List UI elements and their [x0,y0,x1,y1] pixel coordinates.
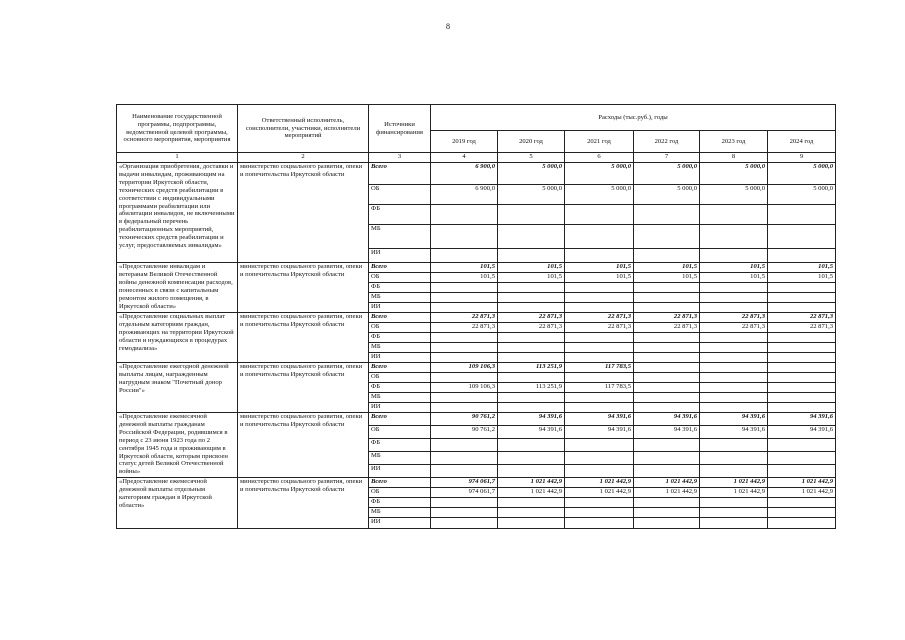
header-year: 2023 год [700,131,768,153]
expense-value [634,373,700,383]
expense-value [700,465,768,478]
expense-value: 5 000,0 [700,185,768,205]
expense-value [768,439,836,452]
expense-value [634,508,700,518]
expense-value [700,373,768,383]
expense-value [431,518,498,529]
expense-value [565,498,634,508]
expense-value: 90 761,2 [431,413,498,426]
expense-value [700,518,768,529]
expense-value: 5 000,0 [700,163,768,185]
expense-value [634,205,700,225]
program-name: «Предоставление ежемесячной денежной выплаты отдельным категориям граждан в Иркутской области» [117,478,238,529]
expense-value [498,518,565,529]
expense-value [498,508,565,518]
expense-value: 974 061,7 [431,478,498,488]
expense-value [634,452,700,465]
expense-value [565,393,634,403]
expense-value [498,283,565,293]
expense-value [565,452,634,465]
expense-value: 1 021 442,9 [768,478,836,488]
responsible-executor: министерство социального развития, опеки и попечительства Иркутской области [238,163,369,263]
expense-value [565,293,634,303]
page-number: 8 [446,22,450,31]
expense-value [498,249,565,263]
expense-value [634,363,700,373]
expense-value: 101,5 [431,273,498,283]
expense-value: 117 783,5 [565,383,634,393]
table-row [117,478,836,488]
expense-value: 101,5 [768,273,836,283]
expense-value [768,333,836,343]
expense-value [634,293,700,303]
funding-source: ОБ [369,323,431,333]
expense-value [565,205,634,225]
expense-value: 113 251,9 [498,383,565,393]
expense-value [565,518,634,529]
expense-value [700,452,768,465]
header-responsible: Ответственный исполнитель, соисполнители, участники, исполнители мероприятий [238,105,369,153]
expense-value [634,383,700,393]
responsible-executor: министерство социального развития, опеки и попечительства Иркутской области [238,363,369,413]
column-number: 4 [431,153,498,163]
funding-source: Всего [369,413,431,426]
funding-source: ОБ [369,426,431,439]
expense-value [498,343,565,353]
expense-value: 109 106,3 [431,363,498,373]
expense-value [431,508,498,518]
column-number: 8 [700,153,768,163]
expense-value [498,205,565,225]
funding-source: МБ [369,508,431,518]
funding-source: ОБ [369,185,431,205]
expense-value [431,225,498,249]
expense-value: 974 061,7 [431,488,498,498]
expense-value: 94 391,6 [498,413,565,426]
expense-value: 5 000,0 [768,185,836,205]
expense-value [768,465,836,478]
expense-value [700,343,768,353]
expense-value [431,303,498,313]
expense-value: 90 761,2 [431,426,498,439]
expense-value [700,439,768,452]
expense-value: 94 391,6 [634,426,700,439]
expense-value [768,353,836,363]
expense-value [700,363,768,373]
expense-value [565,343,634,353]
table-row [117,163,836,185]
expense-value [565,249,634,263]
expense-value: 22 871,3 [634,313,700,323]
expense-value [768,343,836,353]
expense-value: 94 391,6 [700,426,768,439]
expense-value [634,333,700,343]
funding-source: ИИ [369,303,431,313]
funding-source: Всего [369,313,431,323]
expense-value: 22 871,3 [431,313,498,323]
expense-value: 22 871,3 [700,313,768,323]
expense-value [700,303,768,313]
expense-value [768,303,836,313]
funding-source: ОБ [369,488,431,498]
expense-value [565,508,634,518]
column-number: 3 [369,153,431,163]
expense-value: 113 251,9 [498,363,565,373]
column-number: 1 [117,153,238,163]
funding-source: ОБ [369,373,431,383]
expense-value [700,333,768,343]
expense-value: 101,5 [634,273,700,283]
expense-value [565,353,634,363]
expense-value [768,393,836,403]
expense-value [768,383,836,393]
header-program: Наименование государственной программы, подпрограммы, ведомственной целевой программы, основного мероприятия, мероприятия [117,105,238,153]
funding-source: ФБ [369,439,431,452]
funding-source: ФБ [369,283,431,293]
header-year: 2020 год [498,131,565,153]
expense-value [431,439,498,452]
expense-value: 5 000,0 [565,185,634,205]
expense-value [565,333,634,343]
funding-source: ФБ [369,498,431,508]
expense-value [498,225,565,249]
expense-value [431,393,498,403]
table-row [117,263,836,273]
responsible-executor: министерство социального развития, опеки и попечительства Иркутской области [238,263,369,313]
table-row [117,413,836,426]
expense-value: 94 391,6 [565,413,634,426]
expense-value [498,465,565,478]
expense-value [565,373,634,383]
expense-value [565,283,634,293]
program-name: «Предоставление ежемесячной денежной выплаты гражданам Российской Федерации, родившимся в период с 23 июня 1923 года по 2 сентября 1945 года и проживающим в Иркутской области, которым присвоен статус детей Великой Отечественной войны» [117,413,238,478]
funding-source: МБ [369,393,431,403]
expense-value [634,498,700,508]
expense-value [431,333,498,343]
expense-value [700,353,768,363]
table-row [117,313,836,323]
expense-value [700,383,768,393]
expense-value [700,205,768,225]
expense-value: 94 391,6 [634,413,700,426]
expense-value [768,373,836,383]
expense-value: 1 021 442,9 [565,488,634,498]
expense-value [498,373,565,383]
expense-value: 22 871,3 [768,313,836,323]
expense-value: 101,5 [498,263,565,273]
column-number: 6 [565,153,634,163]
funding-source: МБ [369,225,431,249]
expense-value [700,498,768,508]
expense-value [700,508,768,518]
expense-value: 22 871,3 [565,313,634,323]
expense-value [768,363,836,373]
funding-source: ФБ [369,205,431,225]
expense-value: 101,5 [700,263,768,273]
expense-value [431,452,498,465]
expense-value [768,452,836,465]
expense-value: 5 000,0 [768,163,836,185]
header-year: 2024 год [768,131,836,153]
expense-value: 1 021 442,9 [498,488,565,498]
expense-value: 94 391,6 [768,413,836,426]
expense-value [700,249,768,263]
expense-value: 94 391,6 [498,426,565,439]
expense-value [431,293,498,303]
funding-source: Всего [369,263,431,273]
header-year: 2021 год [565,131,634,153]
header-expenses: Расходы (тыс.руб.), годы [431,105,836,131]
header-year: 2019 год [431,131,498,153]
expense-value [431,403,498,413]
expense-value [498,353,565,363]
expense-value [700,393,768,403]
expense-value: 6 900,0 [431,185,498,205]
program-name: «Организация приобретения, доставки и выдачи инвалидам, проживающим на территории Иркутской области, технических средств реабилитации в соответствии с индивидуальными программами реабилитации или абилитации инвалидов, не включенными в федеральный перечень реабилитационных мероприятий, технических средств реабилитации и услуг, предоставляемых инвалидам» [117,163,238,263]
header-sources: Источники финансирования [369,105,431,153]
expense-value: 1 021 442,9 [700,488,768,498]
expense-value [634,249,700,263]
expense-value [768,518,836,529]
expense-value: 101,5 [565,273,634,283]
funding-source: Всего [369,478,431,488]
expense-value [634,225,700,249]
expense-value [634,393,700,403]
expense-value [565,403,634,413]
expense-value [634,303,700,313]
expense-value: 5 000,0 [634,185,700,205]
expense-value [431,343,498,353]
expense-value: 1 021 442,9 [565,478,634,488]
expense-value: 1 021 442,9 [498,478,565,488]
column-number: 7 [634,153,700,163]
expense-value [431,465,498,478]
expense-value [498,452,565,465]
funding-source: ИИ [369,518,431,529]
expense-value [634,343,700,353]
expense-value [498,333,565,343]
header-year: 2022 год [634,131,700,153]
expense-value [565,439,634,452]
expense-value [431,249,498,263]
expense-value [431,373,498,383]
funding-source: ИИ [369,465,431,478]
expense-value [565,303,634,313]
expense-value: 1 021 442,9 [768,488,836,498]
program-name: «Предоставление ежегодной денежной выплаты лицам, награжденным нагрудным знаком "Почетный донор России"» [117,363,238,413]
expense-value: 22 871,3 [498,323,565,333]
expense-value [498,393,565,403]
expense-value [700,403,768,413]
expense-value: 22 871,3 [634,323,700,333]
expense-value [768,508,836,518]
expense-value: 22 871,3 [431,323,498,333]
column-number: 9 [768,153,836,163]
responsible-executor: министерство социального развития, опеки и попечительства Иркутской области [238,313,369,363]
funding-source: ИИ [369,403,431,413]
expense-value: 94 391,6 [700,413,768,426]
funding-source: МБ [369,452,431,465]
expense-value [700,283,768,293]
expense-value: 101,5 [431,263,498,273]
expense-value: 101,5 [634,263,700,273]
expense-value: 6 900,0 [431,163,498,185]
expense-value: 5 000,0 [565,163,634,185]
expense-value [634,403,700,413]
funding-source: ОБ [369,273,431,283]
expense-value [768,293,836,303]
column-number: 2 [238,153,369,163]
expense-value: 5 000,0 [498,185,565,205]
expense-value: 22 871,3 [768,323,836,333]
responsible-executor: министерство социального развития, опеки и попечительства Иркутской области [238,478,369,529]
funding-source: ИИ [369,353,431,363]
funding-source: МБ [369,343,431,353]
expense-value: 1 021 442,9 [700,478,768,488]
expense-value [498,439,565,452]
column-number: 5 [498,153,565,163]
funding-source: ИИ [369,249,431,263]
expense-value: 5 000,0 [498,163,565,185]
expense-value: 1 021 442,9 [634,478,700,488]
expense-value: 117 783,5 [565,363,634,373]
expense-value: 22 871,3 [700,323,768,333]
expense-value [700,225,768,249]
funding-source: Всего [369,163,431,185]
expense-value [700,293,768,303]
expense-value: 22 871,3 [565,323,634,333]
program-name: «Предоставление социальных выплат отдельным категориям граждан, проживающих на территории Иркутской области и нуждающихся в процедурах гемодиализа» [117,313,238,363]
expense-value [768,205,836,225]
expense-value: 101,5 [565,263,634,273]
expense-value [768,498,836,508]
expense-value: 22 871,3 [498,313,565,323]
expense-value [498,498,565,508]
expense-value [431,353,498,363]
expense-value [498,293,565,303]
expense-value [431,283,498,293]
expense-value: 5 000,0 [634,163,700,185]
expense-value [634,439,700,452]
expense-value [634,353,700,363]
expense-value: 101,5 [768,263,836,273]
funding-source: Всего [369,363,431,373]
expense-value: 101,5 [498,273,565,283]
expense-value [768,403,836,413]
funding-source: МБ [369,293,431,303]
funding-source: ФБ [369,333,431,343]
table-body [117,163,836,529]
expense-value: 1 021 442,9 [634,488,700,498]
expense-value [768,283,836,293]
expense-value [565,465,634,478]
expense-value: 94 391,6 [565,426,634,439]
expense-value [634,283,700,293]
budget-table [116,104,836,529]
expense-value [431,498,498,508]
expense-value [565,225,634,249]
expense-value [634,465,700,478]
expense-value: 101,5 [700,273,768,283]
expense-value [768,225,836,249]
expense-value [498,303,565,313]
table-row [117,363,836,373]
program-name: «Предоставление инвалидам и ветеранам Великой Отечественной войны денежной компенсации расходов, понесенных в связи с капитальным ремонтом жилого помещения, в Иркутской области» [117,263,238,313]
expense-value [634,518,700,529]
expense-value [431,205,498,225]
expense-value [768,249,836,263]
funding-source: ФБ [369,383,431,393]
expense-value: 94 391,6 [768,426,836,439]
expense-value: 109 106,3 [431,383,498,393]
expense-value [498,403,565,413]
responsible-executor: министерство социального развития, опеки и попечительства Иркутской области [238,413,369,478]
